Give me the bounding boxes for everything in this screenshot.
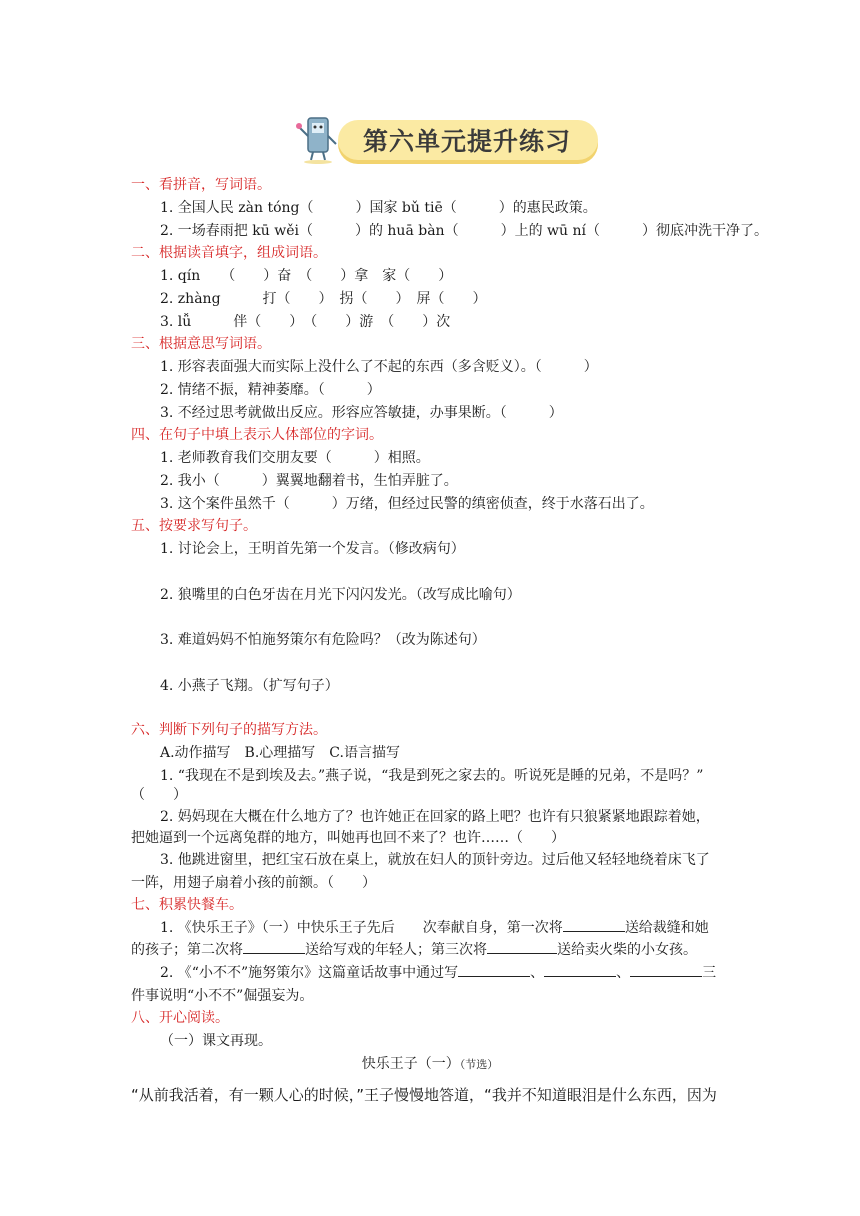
s5-item-2: 2. 狼嘴里的白色牙齿在月光下闪闪发光。（改写成比喻句） <box>160 587 521 603</box>
s5-item-1: 1. 讨论会上，王明首先第一个发言。（修改病句） <box>160 541 465 557</box>
s3-item-3: 3. 不经过思考就做出反应。形容应答敏捷，办事果断。（ ） <box>160 405 563 421</box>
s6-item-2-cont: 把她逼到一个远离兔群的地方，叫她再也回不来了？也许……（ ） <box>131 830 565 846</box>
s6-item-3-cont: 一阵，用翅子扇着小孩的前额。（ ） <box>131 875 376 891</box>
s4-item-1: 1. 老师教育我们交朋友要（ ）相照。 <box>160 450 430 466</box>
s8-subheading: （一）课文再现。 <box>160 1033 272 1049</box>
answer-blank[interactable] <box>630 964 702 977</box>
s3-item-1: 1. 形容表面强大而实际上没什么了不起的东西（多含贬义）。（ ） <box>160 359 598 375</box>
section-3-heading: 三、根据意思写词语。 <box>131 336 271 352</box>
s6-options: A.动作描写 B.心理描写 C.语言描写 <box>160 745 400 761</box>
s7-item-2-cont: 件事说明“小不不”倔强妄为。 <box>131 988 314 1004</box>
section-6-heading: 六、判断下列句子的描写方法。 <box>131 722 327 738</box>
answer-blank[interactable] <box>544 964 616 977</box>
s5-item-4: 4. 小燕子飞翔。（扩写句子） <box>160 678 339 694</box>
s2-item-3: 3. lǚ 伴（ ） （ ）游 （ ）次 <box>160 314 451 330</box>
section-5-heading: 五、按要求写句子。 <box>131 518 257 534</box>
s7-item-1: 1. 《快乐王子》（一）中快乐王子先后 次奉献自身，第一次将 送给裁缝和她 <box>160 920 709 936</box>
s4-item-3: 3. 这个案件虽然千（ ）万绪，但经过民警的缜密侦查，终于水落石出了。 <box>160 496 654 512</box>
answer-blank[interactable] <box>243 941 305 954</box>
passage-title: 快乐王子（一）（节选） <box>361 1056 499 1072</box>
title-banner <box>288 106 608 168</box>
s5-item-3: 3. 难道妈妈不怕施努策尔有危险吗？（改为陈述句） <box>160 632 486 648</box>
section-4-heading: 四、在句子中填上表示人体部位的字词。 <box>131 427 383 443</box>
section-2-heading: 二、根据读音填字，组成词语。 <box>131 245 327 261</box>
s1-item-1: 1. 全国人民 zàn tóng（ ）国家 bǔ tiē（ ）的惠民政策。 <box>160 200 597 216</box>
s2-item-2: 2. zhàng 打（ ） 拐（ ） 屏（ ） <box>160 291 487 307</box>
answer-blank[interactable] <box>563 919 625 932</box>
page-title: 第六单元提升练习 <box>362 127 571 156</box>
s4-item-2: 2. 我小（ ）翼翼地翻着书，生怕弄脏了。 <box>160 473 458 489</box>
s7-item-2: 2. 《“小不不”施努策尔》这篇童话故事中通过写 、 、 三 <box>160 965 717 981</box>
s2-item-1: 1. qín （ ）奋 （ ）拿 家（ ） <box>160 268 453 284</box>
s3-item-2: 2. 情绪不振，精神萎靡。（ ） <box>160 382 381 398</box>
s6-item-2: 2. 妈妈现在大概在什么地方了？也许她正在回家的路上吧？也许有只狼紧紧地跟踪着她， <box>160 809 710 825</box>
s7-item-1-cont: 的孩子；第二次将 送给写戏的年轻人；第三次将 送给卖火柴的小女孩。 <box>131 942 697 958</box>
answer-blank[interactable] <box>487 941 557 954</box>
section-1-heading: 一、看拼音，写词语。 <box>131 177 271 193</box>
answer-blank[interactable] <box>458 964 530 977</box>
section-8-heading: 八、开心阅读。 <box>131 1010 229 1026</box>
s6-item-1: 1. “我现在不是到埃及去。”燕子说，“我是到死之家去的。听说死是睡的兄弟，不是吗？” <box>160 768 704 784</box>
s1-item-2: 2. 一场春雨把 kū wěi（ ）的 huā bàn（ ）上的 wū ní（ ）彻底冲洗干净了。 <box>160 223 768 239</box>
s6-item-3: 3. 他跳进窗里，把红宝石放在桌上，就放在妇人的顶针旁边。过后他又轻轻地绕着床飞了 <box>160 852 710 868</box>
passage-text: “从前我活着，有一颗人心的时候，”王子慢慢地答道，“我并不知道眼泪是什么东西，因为 <box>131 1086 717 1104</box>
section-7-heading: 七、积累快餐车。 <box>131 897 243 913</box>
s6-item-1-cont: （ ） <box>131 787 187 803</box>
